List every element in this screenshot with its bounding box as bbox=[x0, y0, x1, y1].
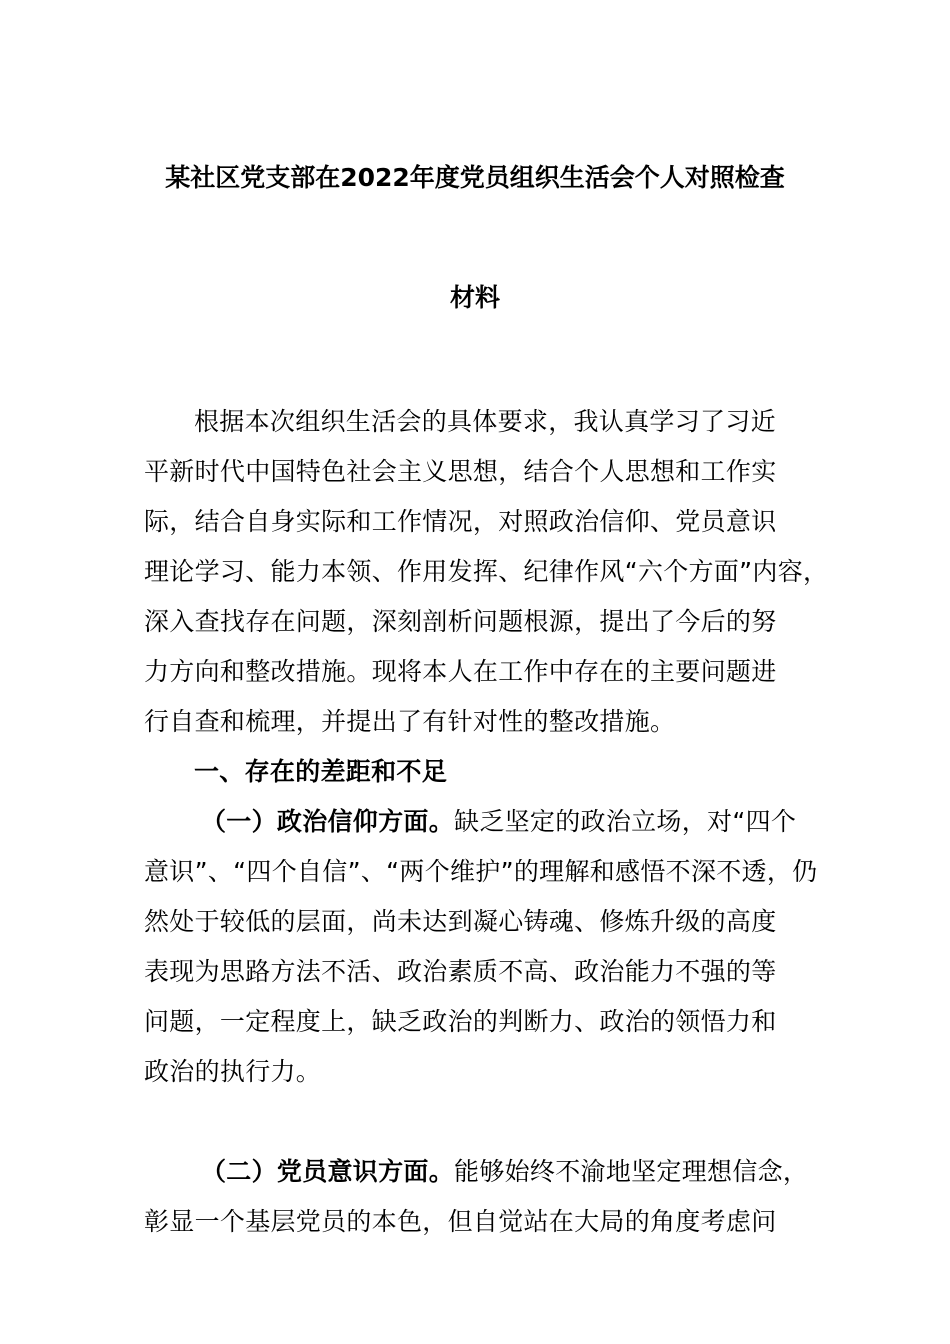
intro-line: 际，结合自身实际和工作情况，对照政治信仰、党员意识 bbox=[144, 507, 777, 536]
intro-line: 平新时代中国特色社会主义思想，结合个人思想和工作实 bbox=[144, 457, 777, 486]
item-1-line: 意识”、“四个自信”、“两个维护”的理解和感悟不深不透，仍 bbox=[144, 857, 818, 886]
paragraph-gap bbox=[144, 1102, 844, 1152]
item-2-label: （二）党员意识方面。 bbox=[201, 1157, 455, 1186]
intro-line: 理论学习、能力本领、作用发挥、纪律作风“六个方面”内容， bbox=[144, 557, 829, 586]
item-1-line: 政治的执行力。 bbox=[144, 1057, 322, 1086]
intro-line: 根据本次组织生活会的具体要求，我认真学习了习近 bbox=[194, 407, 776, 436]
item-2-first-text: 能够始终不渝地坚定理想信念， bbox=[454, 1157, 809, 1186]
intro-line: 深入查找存在问题，深刻剖析问题根源，提出了今后的努 bbox=[144, 607, 777, 636]
item-2-line: 彰显一个基层党员的本色，但自觉站在大局的角度考虑问 bbox=[144, 1207, 777, 1236]
section-heading-text: 一、存在的差距和不足 bbox=[194, 757, 448, 786]
item-1-first-text: 缺乏坚定的政治立场，对“四个 bbox=[454, 807, 797, 836]
item-1-line: 然处于较低的层面，尚未达到凝心铸魂、修炼升级的高度 bbox=[144, 907, 777, 936]
intro-line: 行自查和梳理，并提出了有针对性的整改措施。 bbox=[144, 707, 676, 736]
item-1-line: 问题，一定程度上，缺乏政治的判断力、政治的领悟力和 bbox=[144, 1007, 777, 1036]
document-title-line-1: 某社区党支部在2022年度党员组织生活会个人对照检查 bbox=[165, 163, 785, 192]
item-1-first-line bbox=[144, 802, 844, 852]
intro-line: 力方向和整改措施。现将本人在工作中存在的主要问题进 bbox=[144, 657, 777, 686]
item-2-first-line bbox=[144, 1152, 844, 1202]
item-1-line: 表现为思路方法不活、政治素质不高、政治能力不强的等 bbox=[144, 957, 777, 986]
document-body bbox=[144, 402, 844, 1252]
item-1-label: （一）政治信仰方面。 bbox=[201, 807, 455, 836]
document-title-line-2: 材料 bbox=[449, 283, 500, 312]
section-heading bbox=[144, 752, 844, 802]
